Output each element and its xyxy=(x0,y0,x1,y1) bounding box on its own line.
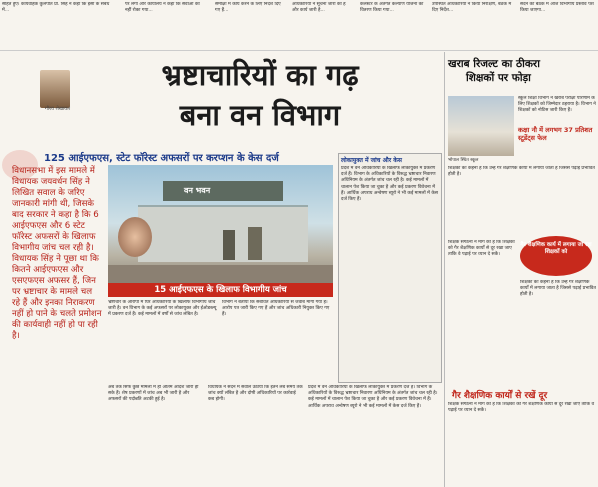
pull-quote: विधानसभा में इस मामले में विधायक जयवर्धन सिंह ने लिखित सवाल के जरिए जानकारी मांगी थी, जिसके बाद सरकार ने कहा है कि 6 आईएफएस और 6 स्टेट फॉरेस्ट अफसरों के खिलाफ विभागीय जांच चल रही है। विधायक सिंह ने पूछा था कि कितने आईएफएस और एसएफएस अफसर हैं, जिन पर भ्रष्टाचार के मामले चल रहे हैं और इनका निराकरण नहीं हो पाने के चलते प्रमोशन की कार्यवाही नहीं हो पा रही है। xyxy=(12,166,102,341)
top-snippet: अधिकारियों ने सूचना जारी की है और कार्य जारी है... xyxy=(292,2,346,14)
top-snippet: सहित हुए। कार्यवाहक कुलपति प्रो. सिंह ने कहा कि इसी के संबंध में... xyxy=(2,2,110,14)
highlight-box: गैर शैक्षणिक कार्य में लगाया जा रहा शिक्षकों को xyxy=(520,236,592,276)
top-snippet: समीक्षा में कार्य करने के लिए निर्देश दिए गए हैं... xyxy=(215,2,281,14)
top-snippet: सदन की बैठक में आज विभागीय प्रस्ताव पेश किया जाएगा... xyxy=(520,2,594,14)
body-column: प्रदेश में वन अधिकारियों के खिलाफ लोकायुक्त में प्रकरण दर्ज हैं। विभाग के अधिकारियों के विरुद्ध भ्रष्टाचार निवारण अधिनियम के अंतर्गत जांच चल रही है। कई मामलों में चालान पेश किया जा चुका है और कई प्रकरण विवेचना में हैं। आर्थिक अपराध अन्वेषण ब्यूरो ने भी कई मामलों में केस दर्ज किए हैं। xyxy=(308,385,438,409)
right-body: शिक्षक संगठनों ने मांग की है कि शिक्षकों को गैर शैक्षणिक कार्यों से दूर रखा जाए ताकि वे पढ़ाई पर ध्यान दे सकें। xyxy=(448,402,595,414)
byline: गौरव शेखावत xyxy=(45,106,70,112)
body-column: विभाग ने बताया कि संबंधित अधिकारियों से जवाब मांगा गया है। आरोप पत्र जारी किए गए हैं और जांच अधिकारी नियुक्त किए गए हैं। xyxy=(222,300,330,318)
lokayukta-body: प्रदेश में वन अधिकारियों के खिलाफ लोकायुक्त में प्रकरण दर्ज हैं। विभाग के अधिकारियों के विरुद्ध भ्रष्टाचार निवारण अधिनियम के अंतर्गत जांच चल रही है। कई मामलों में चालान पेश किया जा चुका है और कई प्रकरण विवेचना में हैं। आर्थिक अपराध अन्वेषण ब्यूरो ने भी कई मामलों में केस दर्ज किए हैं। xyxy=(341,166,438,203)
top-snippet: उपस्थित अधिकारियों ने किया निरीक्षण, बैठक में दिए निर्देश... xyxy=(432,2,512,14)
subhead: 125 आईएफएस, स्टेट फॉरेस्ट अफसरों पर करप्शन के केस दर्ज xyxy=(44,153,279,164)
top-snippet: पर लगा और कार्यालय ने कहा कि सेवाओं को नहीं रोका गया... xyxy=(125,2,200,14)
top-snippet: कलस्टर के अंतर्गत कल्याण योजना का वितरण किया गया... xyxy=(360,2,424,14)
main-headline-line2: बना वन विभाग xyxy=(179,98,341,132)
body-column: भ्रष्टाचार के आरोपों में घिरे अधिकारियों के खिलाफ विभागीय जांच जारी है। वन विभाग के कई अफसरों पर लोकायुक्त और ईओडब्ल्यू में प्रकरण दर्ज हैं। कई मामलों में वर्षों से जांच लंबित है। xyxy=(108,300,217,318)
right-body: शिक्षकों का कहना है कि उन्हें गैर शैक्षणिक कार्यों में लगाया जाता है जिससे पढ़ाई प्रभावित होती है। xyxy=(448,166,595,178)
body-column: विधायक ने सदन में सवाल उठाया कि इतने लंबे समय तक जांच क्यों लंबित है और दोषी अधिकारियों पर कार्रवाई कब होगी। xyxy=(208,385,303,403)
right-headline-line1: खराब रिजल्ट का ठीकरा xyxy=(448,58,540,70)
right-red-heading: गैर शैक्षणिक कार्यों से रखें दूर xyxy=(452,391,548,401)
right-body: शिक्षकों का कहना है कि उन्हें गैर शैक्षणिक कार्यों में लगाया जाता है जिससे पढ़ाई प्रभावित होती है। xyxy=(520,280,596,298)
column-divider xyxy=(444,52,445,487)
main-headline-line1: भ्रष्टाचारियों का गढ़ xyxy=(161,58,359,92)
school-photo xyxy=(448,96,514,156)
photo-banner: 15 आईएफएस के खिलाफ विभागीय जांच xyxy=(108,283,333,297)
lokayukta-title: लोकायुक्त में जांच और केस xyxy=(341,157,402,164)
right-body: स्कूल शिक्षा विभाग ने खराब परीक्षा परिणाम के लिए शिक्षकों को जिम्मेदार ठहराया है। विभाग ने शिक्षकों को नोटिस जारी किए हैं। xyxy=(518,96,596,114)
reporter-photo xyxy=(40,70,70,108)
body-column: अब तक सिर्फ कुछ मामलों में ही अंतिम आदेश जारी हो सके हैं। शेष प्रकरणों में जांच अब भी जारी है और अफसरों की पदोन्नति अटकी हुई है। xyxy=(108,385,199,403)
top-news-strip xyxy=(0,0,598,51)
right-headline-line2: शिक्षकों पर फोड़ा xyxy=(466,72,531,84)
photo-caption: भोपाल स्थित स्कूल xyxy=(448,158,479,163)
official-portrait xyxy=(118,217,152,257)
forest-bhawan-photo xyxy=(108,165,333,295)
right-subhead: कक्षा नौ में लगभग 37 प्रतिशत स्टूडेंट्स फेल xyxy=(518,126,593,142)
right-body: शिक्षक संगठनों ने मांग की है कि शिक्षकों को गैर शैक्षणिक कार्यों से दूर रखा जाए ताकि वे पढ़ाई पर ध्यान दे सकें। xyxy=(448,240,515,258)
building-sign: वन भवन xyxy=(184,186,211,195)
lokayukta-box xyxy=(338,153,442,383)
